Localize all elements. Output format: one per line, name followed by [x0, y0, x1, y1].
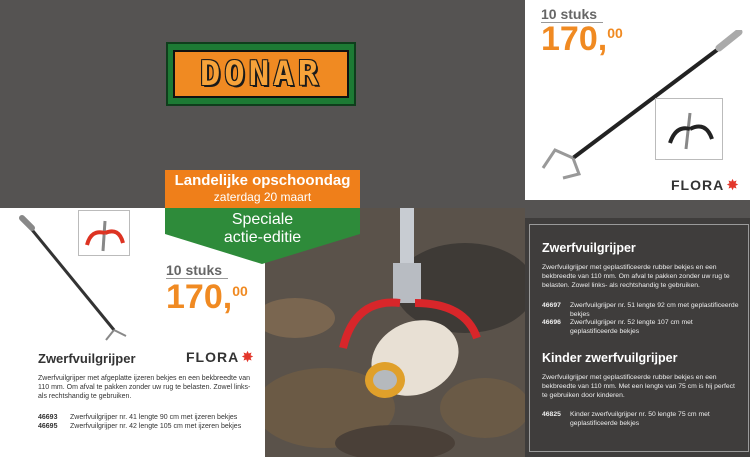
- info-panel: [525, 218, 750, 457]
- event-banner: [165, 170, 360, 208]
- event-date: zaterdag 20 maart: [213, 190, 312, 204]
- flora-brand: FLORA ✸: [186, 349, 254, 366]
- edition-line-1: Speciale: [231, 211, 294, 228]
- list-item: 46696 Zwerfvuilgrijper nr. 52 lengte 107 cm met geplastificeerde bekjes: [542, 319, 693, 335]
- logo-text: DONAR: [199, 54, 323, 94]
- product-list: [38, 414, 258, 431]
- section-description: Zwerfvuilgrijper met geplastificeerde rubber bekjes en een bekbreedte van 110 mm. Om afval te pakken zonder uw rug te belasten. Zowel links- als rechtshandig te gebruiken.: [542, 264, 730, 289]
- jaw-detail-thumbnail: [78, 210, 130, 256]
- flora-brand: FLORA ✸: [671, 177, 739, 194]
- jaw-detail-thumbnail: [655, 98, 723, 160]
- quantity-label: 10 stuks: [166, 262, 228, 279]
- flora-flower-icon: ✸: [726, 177, 739, 194]
- list-item: 46825 Kinder zwerfvuilgrijper nr. 50 lengte 75 cm met geplastificeerde bekjes: [542, 411, 710, 427]
- list-item: 46695 Zwerfvuilgrijper nr. 42 lengte 105 cm met ijzeren bekjes: [38, 422, 242, 430]
- product-title: Zwerfvuilgrijper: [38, 351, 136, 366]
- product-description: Zwerfvuilgrijper met afgeplatte ijzeren bekjes en een bekbreedte van 110 mm. Om afval te pakken zonder uw rug te belasten. Zowel links- als rechtshandig te gebruiken.: [38, 375, 251, 400]
- event-title: Landelijke opschoondag: [174, 172, 351, 189]
- quantity-label: 10 stuks: [541, 6, 603, 23]
- top-right-product-card: [525, 0, 750, 200]
- section-title: Zwerfvuilgrijper: [542, 241, 636, 255]
- edition-line-2: actie-editie: [223, 229, 302, 246]
- product-list: [542, 302, 742, 336]
- section-title: Kinder zwerfvuilgrijper: [542, 351, 678, 365]
- donar-logo: [166, 42, 356, 106]
- product-list: [542, 411, 742, 428]
- section-description: Zwerfvuilgrijper met geplastificeerde rubber bekjes en een bekbreedte van 110 mm. Met een lengte van 75 cm is hij perfect te gebruiken door kinderen.: [542, 374, 735, 399]
- price: 170,00: [541, 20, 623, 58]
- flora-flower-icon: ✸: [241, 349, 254, 366]
- list-item: 46693 Zwerfvuilgrijper nr. 41 lengte 90 cm met ijzeren bekjes: [38, 414, 238, 421]
- edition-banner: [165, 208, 360, 264]
- list-item: 46697 Zwerfvuilgrijper nr. 51 lengte 92 cm met geplastificeerde bekjes: [542, 302, 739, 318]
- price: 170,00: [166, 278, 248, 316]
